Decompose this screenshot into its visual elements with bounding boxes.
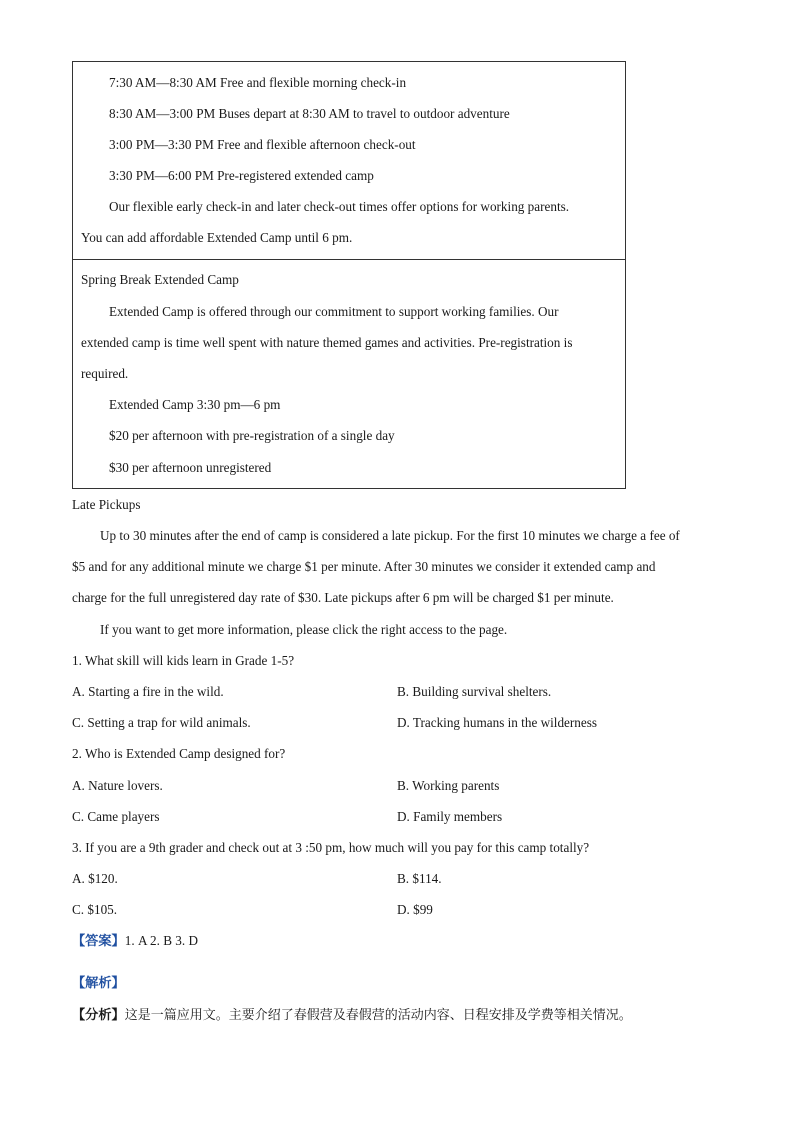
question-1-option-a: A. Starting a fire in the wild. [72, 684, 224, 699]
question-3-option-a: A. $120. [72, 871, 118, 886]
schedule-note-line-2: You can add affordable Extended Camp until 6 pm. [81, 230, 353, 245]
answer-text: 1. A 2. B 3. D [124, 933, 199, 948]
extended-camp-title: Spring Break Extended Camp [81, 272, 239, 287]
schedule-table-box [72, 61, 626, 260]
extended-camp-price-registered: $20 per afternoon with pre-registration of a single day [109, 428, 395, 443]
question-2-option-d: D. Family members [397, 809, 503, 824]
extended-camp-para-line-2: extended camp is time well spent with nature themed games and activities. Pre-registration is [81, 335, 573, 350]
question-1-stem: 1. What skill will kids learn in Grade 1-5? [72, 653, 295, 668]
question-1-option-d: D. Tracking humans in the wilderness [397, 715, 597, 730]
question-3-option-c: C. $105. [72, 902, 118, 917]
question-1-option-c: C. Setting a trap for wild animals. [72, 715, 251, 730]
schedule-line-3: 3:00 PM—3:30 PM Free and flexible afternoon check-out [109, 137, 416, 152]
extended-camp-price-unregistered: $30 per afternoon unregistered [109, 460, 272, 475]
schedule-note-line-1: Our flexible early check-in and later check-out times offer options for working parents. [109, 199, 570, 214]
extended-camp-para-line-3: required. [81, 366, 129, 381]
schedule-line-4: 3:30 PM—6:00 PM Pre-registered extended camp [109, 168, 374, 183]
question-3-option-b: B. $114. [397, 871, 442, 886]
answer-label: 【答案】 [72, 934, 125, 949]
question-3-stem: 3. If you are a 9th grader and check out at 3 :50 pm, how much will you pay for this camp totally? [72, 840, 590, 855]
summary-label: 【分析】 [72, 1008, 125, 1023]
summary-line [72, 1007, 632, 1024]
extended-camp-para-line-1: Extended Camp is offered through our commitment to support working families. Our [109, 304, 559, 319]
question-1-option-b: B. Building survival shelters. [397, 684, 552, 699]
late-pickups-line-1: Up to 30 minutes after the end of camp is considered a late pickup. For the first 10 minutes we charge a fee of [100, 528, 680, 543]
extended-camp-time: Extended Camp 3:30 pm—6 pm [109, 397, 281, 412]
schedule-line-1: 7:30 AM—8:30 AM Free and flexible morning check-in [109, 75, 407, 90]
more-info-line: If you want to get more information, please click the right access to the page. [100, 622, 508, 637]
question-2-stem: 2. Who is Extended Camp designed for? [72, 746, 286, 761]
question-2-option-c: C. Came players [72, 809, 160, 824]
analysis-label: 【解析】 [72, 976, 125, 991]
question-3-option-d: D. $99 [397, 902, 433, 917]
late-pickups-line-2: $5 and for any additional minute we charge $1 per minute. After 30 minutes we consider it extended camp and [72, 559, 656, 574]
extended-camp-box [72, 259, 626, 489]
late-pickups-line-3: charge for the full unregistered day rate of $30. Late pickups after 6 pm will be charged $1 per minute. [72, 590, 614, 605]
question-2-option-a: A. Nature lovers. [72, 778, 163, 793]
analysis-line [72, 975, 125, 992]
question-2-option-b: B. Working parents [397, 778, 500, 793]
late-pickups-heading: Late Pickups [72, 497, 141, 512]
summary-text: 这是一篇应用文。主要介绍了春假营及春假营的活动内容、日程安排及学费等相关情况。 [124, 1008, 632, 1023]
schedule-line-2: 8:30 AM—3:00 PM Buses depart at 8:30 AM to travel to outdoor adventure [109, 106, 510, 121]
answer-line [72, 933, 198, 950]
